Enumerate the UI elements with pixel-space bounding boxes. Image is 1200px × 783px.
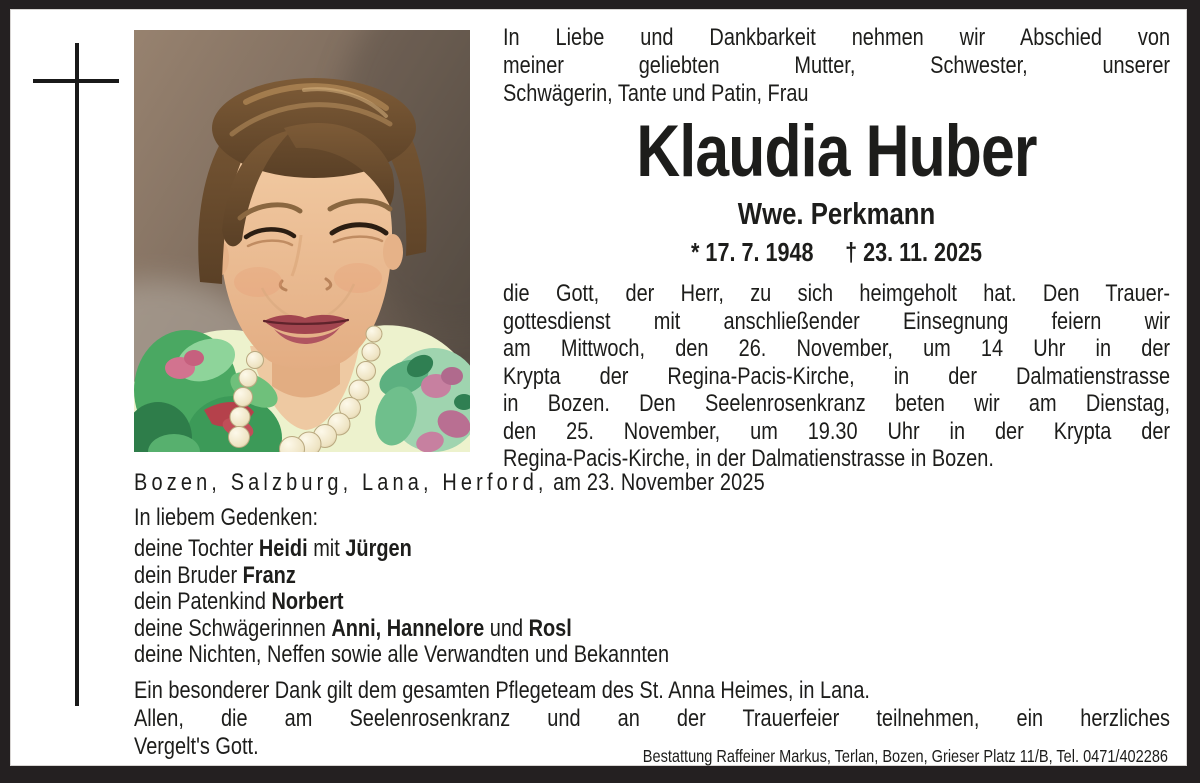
- mourner-line: deine Schwägerinnen Anni, Hannelore und Rosl: [134, 614, 572, 642]
- announcement-line: gottesdienst mit anschließender Einsegnung feiern wir: [503, 307, 1171, 335]
- right-column: [503, 24, 1170, 473]
- life-dates: [503, 236, 1170, 268]
- thanks-line: Vergelt's Gott.: [134, 732, 259, 760]
- places-text: Bozen, Salzburg, Lana, Herford,: [134, 469, 548, 496]
- mourner-line: dein Bruder Franz: [134, 561, 296, 589]
- portrait-photo: [134, 30, 470, 452]
- birth-date: * 17. 7. 1948: [691, 237, 814, 267]
- announcement-line: die Gott, der Herr, zu sich heimgeholt hat. Den Trauer-: [503, 280, 1171, 307]
- intro-line: Schwägerin, Tante und Patin, Frau: [503, 80, 809, 107]
- announcement-line: Krypta der Regina-Pacis-Kirche, in der Dalmatienstrasse: [503, 362, 1171, 390]
- cross-vertical-bar: [75, 43, 79, 706]
- mourner-line: deine Tochter Heidi mit Jürgen: [134, 535, 412, 562]
- intro-line: In Liebe und Dankbarkeit nehmen wir Abschied von: [503, 24, 1171, 51]
- remembrance-heading: In liebem Gedenken:: [134, 504, 319, 531]
- announcement-line: Regina-Pacis-Kirche, in der Dalmatienstrasse in Bozen.: [503, 445, 994, 472]
- thanks-line: Allen, die am Seelenrosenkranz und an der Trauerfeier teilnehmen, ein herzliches: [134, 704, 1171, 732]
- announcement-text: [503, 280, 1170, 473]
- death-date: † 23. 11. 2025: [845, 237, 983, 267]
- mourner-line: deine Nichten, Neffen sowie alle Verwandten und Bekannten: [134, 641, 670, 668]
- lower-block: [134, 468, 1170, 761]
- thanks-line: Ein besonderer Dank gilt dem gesamten Pflegeteam des St. Anna Heimes, in Lana.: [134, 676, 870, 704]
- announcement-line: den 25. November, um 19.30 Uhr in der Krypta der: [503, 417, 1171, 445]
- mourners-list: [134, 536, 1170, 669]
- date-text: am 23. November 2025: [553, 469, 765, 496]
- mourner-line: dein Patenkind Norbert: [134, 588, 344, 615]
- announcement-line: am Mittwoch, den 26. November, um 14 Uhr in der: [503, 335, 1171, 362]
- portrait-illustration: [134, 30, 470, 452]
- intro-line: meiner geliebten Mutter, Schwester, unserer: [503, 52, 1171, 79]
- deceased-widow-name: Wwe. Perkmann: [737, 196, 936, 231]
- deceased-name: Klaudia Huber: [636, 111, 1037, 192]
- cross-horizontal-bar: [33, 79, 119, 83]
- funeral-home-info: Bestattung Raffeiner Markus, Terlan, Bozen, Grieser Platz 11/B, Tel. 0471/402286: [642, 746, 1168, 766]
- announcement-line: in Bozen. Den Seelenrosenkranz beten wir am Dienstag,: [503, 390, 1171, 417]
- place-date-line: [134, 468, 1170, 498]
- intro-text: [503, 24, 1170, 108]
